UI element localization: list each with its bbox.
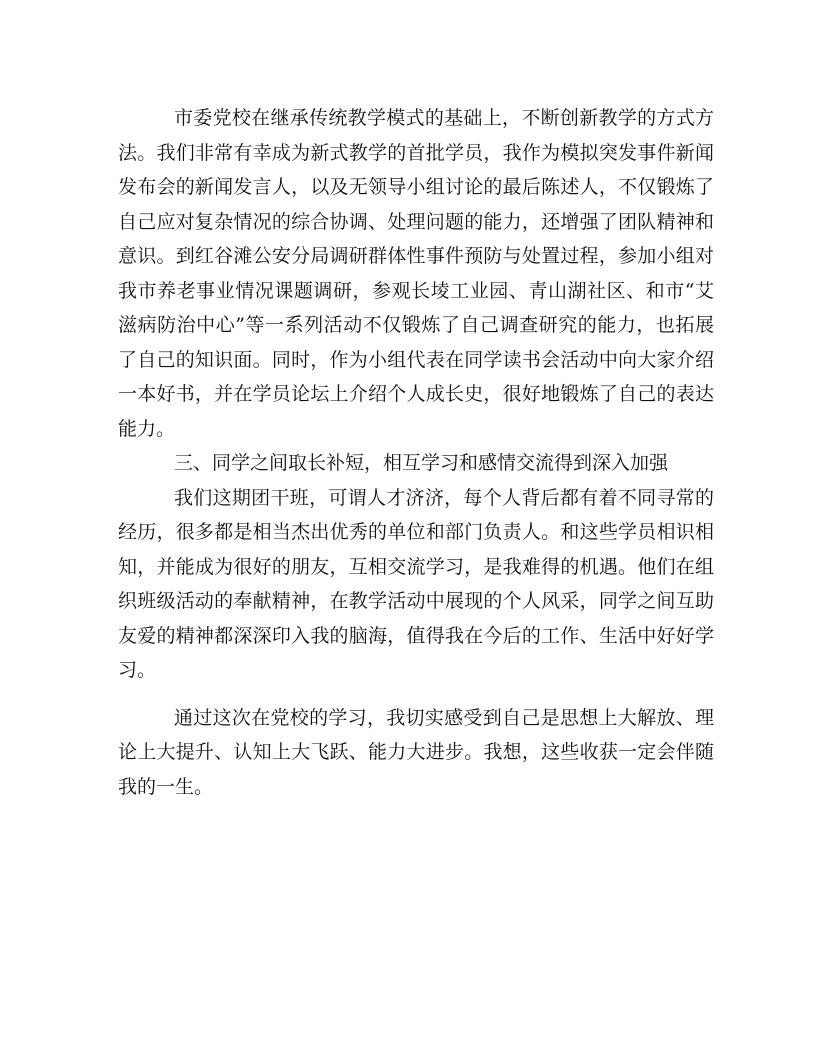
paragraph-line: 知，并能成为很好的朋友，互相交流学习，是我难得的机遇。他们在组 [118,555,714,578]
paragraph-line: 织班级活动的奉献精神，在教学活动中展现的个人风采，同学之间互助 [118,590,714,612]
paragraph-line: 论上大提升、认知上大飞跃、能力大进步。我想，这些收获一定会伴随 [118,741,714,763]
paragraph-line: 友爱的精神都深深印入我的脑海，值得我在今后的工作、生活中好好学 [118,624,714,647]
paragraph-classmates [118,481,714,688]
paragraph-line: 通过这次在党校的学习，我切实感受到自己是思想上大解放、理 [174,706,714,729]
paragraph-line: 滋病防治中心”等一系列活动不仅锻炼了自己调查研究的能力，也拓展 [118,314,714,336]
paragraph-line: 经历，很多都是相当杰出优秀的单位和部门负责人。和这些学员相识相 [118,521,714,543]
paragraph-line: 我们这期团干班，可谓人才济济，每个人背后都有着不同寻常的 [174,486,714,509]
paragraph-teaching-methods [118,101,714,446]
paragraph-line: 市委党校在继承传统教学模式的基础上，不断创新教学的方式方 [174,107,714,129]
paragraph-line: 发布会的新闻发言人，以及无领导小组讨论的最后陈述人，不仅锻炼了 [118,176,714,198]
section-heading: 三、同学之间取长补短，相互学习和感情交流得到深入加强 [174,452,669,474]
paragraph-line: 意识。到红谷滩公安分局调研群体性事件预防与处置过程，参加小组对 [118,245,714,267]
paragraph-line: 自己应对复杂情况的综合协调、处理问题的能力，还增强了团队精神和 [118,210,714,233]
paragraph-line: 习。 [118,659,157,681]
paragraph-line: 我市养老事业情况课题调研，参观长堎工业园、青山湖社区、和市“艾 [118,279,714,302]
paragraph-conclusion [118,701,714,805]
paragraph-line: 能力。 [118,417,176,440]
document-body [118,101,714,804]
paragraph-line: 一本好书，并在学员论坛上介绍个人成长史，很好地锻炼了自己的表达 [118,383,714,405]
paragraph-spacer [118,688,714,701]
paragraph-line: 了自己的知识面。同时，作为小组代表在同学读书会活动中向大家介绍 [118,348,714,371]
paragraph-line: 我的一生。 [118,775,214,798]
paragraph-line: 法。我们非常有幸成为新式教学的首批学员，我作为模拟突发事件新闻 [118,141,714,164]
